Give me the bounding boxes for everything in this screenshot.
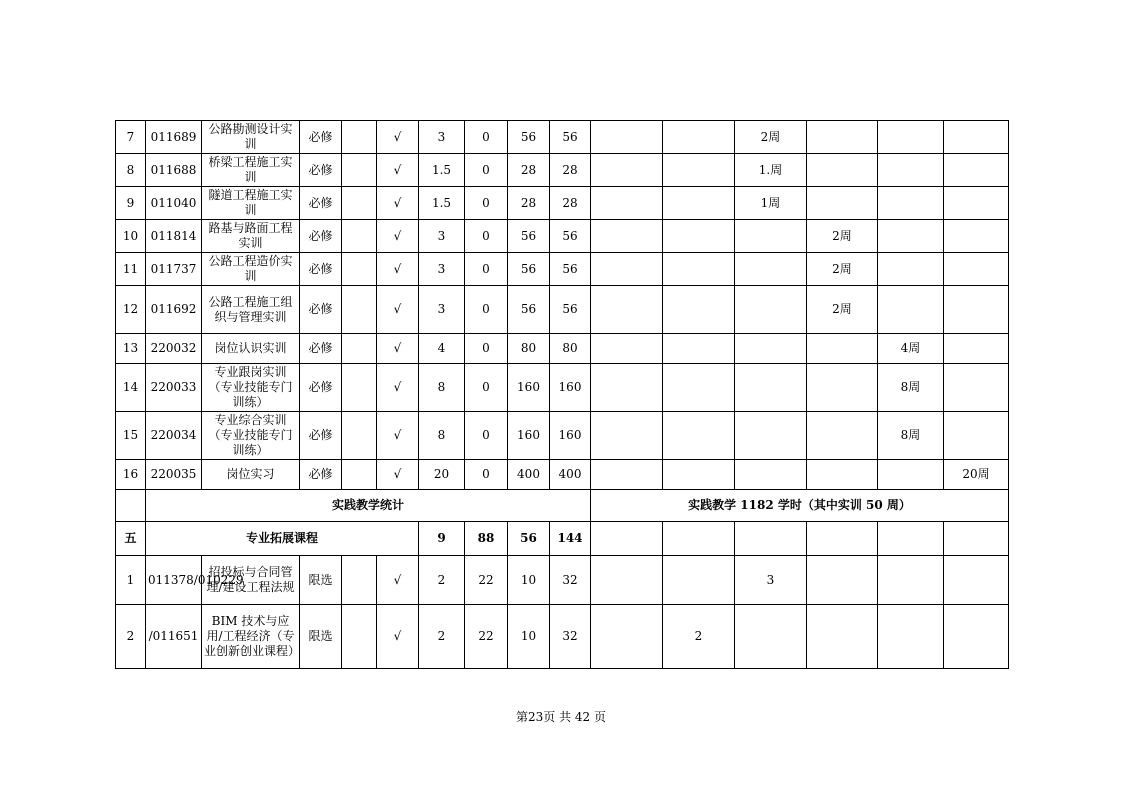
- row-number-cell: 12: [116, 286, 146, 334]
- course-name-cell: 路基与路面工程实训: [202, 220, 300, 253]
- credits-cell: 3: [419, 286, 465, 334]
- check-mark-cell: √: [377, 154, 419, 187]
- practice-summary-label: 实践教学统计: [146, 490, 591, 522]
- table-row: [116, 460, 1009, 490]
- check-mark-cell: √: [377, 412, 419, 460]
- table-row: [116, 334, 1009, 364]
- semester-5-cell: [878, 286, 944, 334]
- semester-4-cell: [807, 154, 878, 187]
- row-number-cell: 13: [116, 334, 146, 364]
- semester-1-cell: [591, 334, 663, 364]
- semester-1-cell: [591, 253, 663, 286]
- semester-2-cell: [663, 460, 735, 490]
- exam-mark-cell: [342, 364, 377, 412]
- semester-3-cell: [735, 253, 807, 286]
- exam-mark-cell: [342, 220, 377, 253]
- row-number-cell: 8: [116, 154, 146, 187]
- semester-3-cell: 3: [735, 556, 807, 605]
- row-number-cell: 15: [116, 412, 146, 460]
- row-number-cell: 16: [116, 460, 146, 490]
- section-five-row: [116, 522, 1009, 556]
- course-type-cell: 必修: [300, 253, 342, 286]
- semester-2-cell: [663, 286, 735, 334]
- semester-2-cell: [663, 412, 735, 460]
- semester-4-cell: 2周: [807, 286, 878, 334]
- section-five-practice-hours: 56: [508, 522, 550, 556]
- total-hours-cell: 160: [550, 412, 591, 460]
- semester-1-cell: [591, 154, 663, 187]
- credits-cell: 8: [419, 412, 465, 460]
- credits-cell: 2: [419, 556, 465, 605]
- table-row: [116, 187, 1009, 220]
- exam-mark-cell: [342, 605, 377, 669]
- semester-6-cell: 20周: [944, 460, 1009, 490]
- exam-mark-cell: [342, 187, 377, 220]
- semester-4-cell: [807, 364, 878, 412]
- course-name-cell: 隧道工程施工实训: [202, 187, 300, 220]
- table-row: [116, 605, 1009, 669]
- credits-cell: 1.5: [419, 187, 465, 220]
- semester-1-cell: [591, 412, 663, 460]
- table-row: [116, 556, 1009, 605]
- semester-1-cell: [591, 605, 663, 669]
- section-five-total-hours: 144: [550, 522, 591, 556]
- row-number-cell: 9: [116, 187, 146, 220]
- check-mark-cell: √: [377, 121, 419, 154]
- credits-cell: 3: [419, 253, 465, 286]
- total-hours-cell: 32: [550, 605, 591, 669]
- course-code-cell: 011689: [146, 121, 202, 154]
- semester-5-cell: [878, 253, 944, 286]
- course-code-cell: 011692: [146, 286, 202, 334]
- semester-1-cell: [591, 364, 663, 412]
- course-name-cell: 公路工程施工组织与管理实训: [202, 286, 300, 334]
- semester-2-cell: [663, 154, 735, 187]
- practice-hours-cell: 28: [508, 187, 550, 220]
- course-name-cell: 岗位认识实训: [202, 334, 300, 364]
- semester-1-cell: [591, 121, 663, 154]
- theory-hours-cell: 0: [465, 286, 508, 334]
- course-name-cell: 公路工程造价实训: [202, 253, 300, 286]
- semester-4-cell: [807, 187, 878, 220]
- course-code-cell: 011378/010229: [146, 556, 202, 605]
- semester-6-cell: [944, 253, 1009, 286]
- practice-hours-cell: 10: [508, 605, 550, 669]
- total-hours-cell: 56: [550, 121, 591, 154]
- semester-6-cell: [944, 412, 1009, 460]
- credits-cell: 1.5: [419, 154, 465, 187]
- semester-4-cell: 2周: [807, 253, 878, 286]
- semester-6-cell: [944, 154, 1009, 187]
- table-row: [116, 286, 1009, 334]
- course-code-cell: 220035: [146, 460, 202, 490]
- total-hours-cell: 400: [550, 460, 591, 490]
- practice-hours-cell: 56: [508, 220, 550, 253]
- section-five-title: 专业拓展课程: [146, 522, 419, 556]
- exam-mark-cell: [342, 121, 377, 154]
- semester-4-cell: [807, 334, 878, 364]
- total-hours-cell: 56: [550, 286, 591, 334]
- semester-4-cell: 2周: [807, 220, 878, 253]
- practice-hours-cell: 160: [508, 364, 550, 412]
- theory-hours-cell: 0: [465, 220, 508, 253]
- section-five-theory-hours: 88: [465, 522, 508, 556]
- check-mark-cell: √: [377, 253, 419, 286]
- semester-1-cell: [591, 556, 663, 605]
- exam-mark-cell: [342, 556, 377, 605]
- theory-hours-cell: 0: [465, 460, 508, 490]
- semester-5-cell: [878, 220, 944, 253]
- theory-hours-cell: 22: [465, 605, 508, 669]
- total-hours-cell: 160: [550, 364, 591, 412]
- semester-2-cell: [663, 121, 735, 154]
- course-type-cell: 必修: [300, 187, 342, 220]
- semester-5-cell: [878, 154, 944, 187]
- semester-6-cell: [944, 605, 1009, 669]
- semester-5-cell: [878, 121, 944, 154]
- course-code-cell: 011688: [146, 154, 202, 187]
- course-name-cell: 桥梁工程施工实训: [202, 154, 300, 187]
- table-row: [116, 253, 1009, 286]
- practice-hours-cell: 56: [508, 121, 550, 154]
- section-five-number: 五: [116, 522, 146, 556]
- semester-6-cell: [944, 187, 1009, 220]
- check-mark-cell: √: [377, 364, 419, 412]
- semester-3-cell: [735, 605, 807, 669]
- course-type-cell: 必修: [300, 334, 342, 364]
- exam-mark-cell: [342, 286, 377, 334]
- practice-hours-cell: 160: [508, 412, 550, 460]
- exam-mark-cell: [342, 253, 377, 286]
- theory-hours-cell: 0: [465, 121, 508, 154]
- practice-summary-row: [116, 490, 1009, 522]
- section-five-credits: 9: [419, 522, 465, 556]
- semester-5-cell: 8周: [878, 364, 944, 412]
- course-code-cell: 220034: [146, 412, 202, 460]
- semester-3-cell: [735, 286, 807, 334]
- total-hours-cell: 28: [550, 187, 591, 220]
- row-number-cell: 1: [116, 556, 146, 605]
- semester-2-cell: [663, 334, 735, 364]
- practice-summary-value: 实践教学 1182 学时（其中实训 50 周）: [591, 490, 1009, 522]
- check-mark-cell: √: [377, 556, 419, 605]
- semester-1-cell: [591, 286, 663, 334]
- semester-5-cell: [878, 460, 944, 490]
- practice-hours-cell: 28: [508, 154, 550, 187]
- course-type-cell: 限选: [300, 556, 342, 605]
- check-mark-cell: √: [377, 605, 419, 669]
- semester-4-cell: [807, 412, 878, 460]
- course-code-cell: 011737: [146, 253, 202, 286]
- check-mark-cell: √: [377, 460, 419, 490]
- semester-3-cell: 1周: [735, 187, 807, 220]
- course-type-cell: 必修: [300, 220, 342, 253]
- exam-mark-cell: [342, 334, 377, 364]
- credits-cell: 2: [419, 605, 465, 669]
- credits-cell: 4: [419, 334, 465, 364]
- table-row: [116, 412, 1009, 460]
- exam-mark-cell: [342, 154, 377, 187]
- course-type-cell: 必修: [300, 121, 342, 154]
- row-number-cell: 10: [116, 220, 146, 253]
- semester-5-cell: [878, 605, 944, 669]
- credits-cell: 3: [419, 220, 465, 253]
- semester-3-cell: [735, 334, 807, 364]
- semester-6-cell: [944, 121, 1009, 154]
- semester-6-cell: [944, 334, 1009, 364]
- theory-hours-cell: 0: [465, 334, 508, 364]
- summary-no-cell: [116, 490, 146, 522]
- course-type-cell: 必修: [300, 460, 342, 490]
- course-name-cell: 专业综合实训（专业技能专门训练）: [202, 412, 300, 460]
- semester-2-cell: [663, 253, 735, 286]
- course-name-cell: 专业跟岗实训（专业技能专门训练）: [202, 364, 300, 412]
- row-number-cell: 2: [116, 605, 146, 669]
- semester-2-cell: [663, 220, 735, 253]
- theory-hours-cell: 0: [465, 412, 508, 460]
- semester-6-cell: [944, 556, 1009, 605]
- check-mark-cell: √: [377, 220, 419, 253]
- semester-6-cell: [944, 364, 1009, 412]
- theory-hours-cell: 0: [465, 253, 508, 286]
- practice-hours-cell: 80: [508, 334, 550, 364]
- semester-5-cell: 4周: [878, 334, 944, 364]
- semester-4-cell: [807, 605, 878, 669]
- row-number-cell: 14: [116, 364, 146, 412]
- credits-cell: 3: [419, 121, 465, 154]
- theory-hours-cell: 22: [465, 556, 508, 605]
- total-hours-cell: 56: [550, 220, 591, 253]
- semester-6-cell: [944, 286, 1009, 334]
- semester-5-cell: [878, 187, 944, 220]
- row-number-cell: 11: [116, 253, 146, 286]
- exam-mark-cell: [342, 412, 377, 460]
- course-type-cell: 限选: [300, 605, 342, 669]
- practice-hours-cell: 56: [508, 253, 550, 286]
- course-code-cell: 220033: [146, 364, 202, 412]
- semester-5-cell: 8周: [878, 412, 944, 460]
- semester-3-cell: [735, 460, 807, 490]
- practice-hours-cell: 400: [508, 460, 550, 490]
- semester-4-cell: [807, 556, 878, 605]
- check-mark-cell: √: [377, 286, 419, 334]
- semester-2-cell: 2: [663, 605, 735, 669]
- semester-6-cell: [944, 220, 1009, 253]
- table-row: [116, 121, 1009, 154]
- table-row: [116, 154, 1009, 187]
- semester-3-cell: [735, 364, 807, 412]
- total-hours-cell: 32: [550, 556, 591, 605]
- total-hours-cell: 80: [550, 334, 591, 364]
- semester-1-cell: [591, 187, 663, 220]
- page-footer: 第23页 共 42 页: [516, 710, 606, 724]
- semester-5-cell: [878, 556, 944, 605]
- credits-cell: 8: [419, 364, 465, 412]
- theory-hours-cell: 0: [465, 364, 508, 412]
- course-name-cell: 公路勘测设计实训: [202, 121, 300, 154]
- credits-cell: 20: [419, 460, 465, 490]
- semester-3-cell: [735, 220, 807, 253]
- semester-3-cell: [735, 412, 807, 460]
- semester-1-cell: [591, 220, 663, 253]
- semester-2-cell: [663, 187, 735, 220]
- course-code-cell: /011651: [146, 605, 202, 669]
- course-name-cell: BIM 技术与应用/工程经济（专业创新创业课程）: [202, 605, 300, 669]
- semester-1-cell: [591, 460, 663, 490]
- total-hours-cell: 28: [550, 154, 591, 187]
- semester-3-cell: 2周: [735, 121, 807, 154]
- course-name-cell: 岗位实习: [202, 460, 300, 490]
- semester-2-cell: [663, 364, 735, 412]
- theory-hours-cell: 0: [465, 154, 508, 187]
- check-mark-cell: √: [377, 334, 419, 364]
- course-name-cell: 招投标与合同管理/建设工程法规: [202, 556, 300, 605]
- course-type-cell: 必修: [300, 286, 342, 334]
- table-row: [116, 364, 1009, 412]
- course-code-cell: 011040: [146, 187, 202, 220]
- course-code-cell: 011814: [146, 220, 202, 253]
- course-code-cell: 220032: [146, 334, 202, 364]
- exam-mark-cell: [342, 460, 377, 490]
- check-mark-cell: √: [377, 187, 419, 220]
- table-row: [116, 220, 1009, 253]
- practice-hours-cell: 56: [508, 286, 550, 334]
- semester-2-cell: [663, 556, 735, 605]
- practice-hours-cell: 10: [508, 556, 550, 605]
- curriculum-table: [115, 120, 1009, 669]
- row-number-cell: 7: [116, 121, 146, 154]
- course-type-cell: 必修: [300, 154, 342, 187]
- total-hours-cell: 56: [550, 253, 591, 286]
- semester-4-cell: [807, 460, 878, 490]
- semester-4-cell: [807, 121, 878, 154]
- course-type-cell: 必修: [300, 364, 342, 412]
- course-type-cell: 必修: [300, 412, 342, 460]
- semester-3-cell: 1.周: [735, 154, 807, 187]
- theory-hours-cell: 0: [465, 187, 508, 220]
